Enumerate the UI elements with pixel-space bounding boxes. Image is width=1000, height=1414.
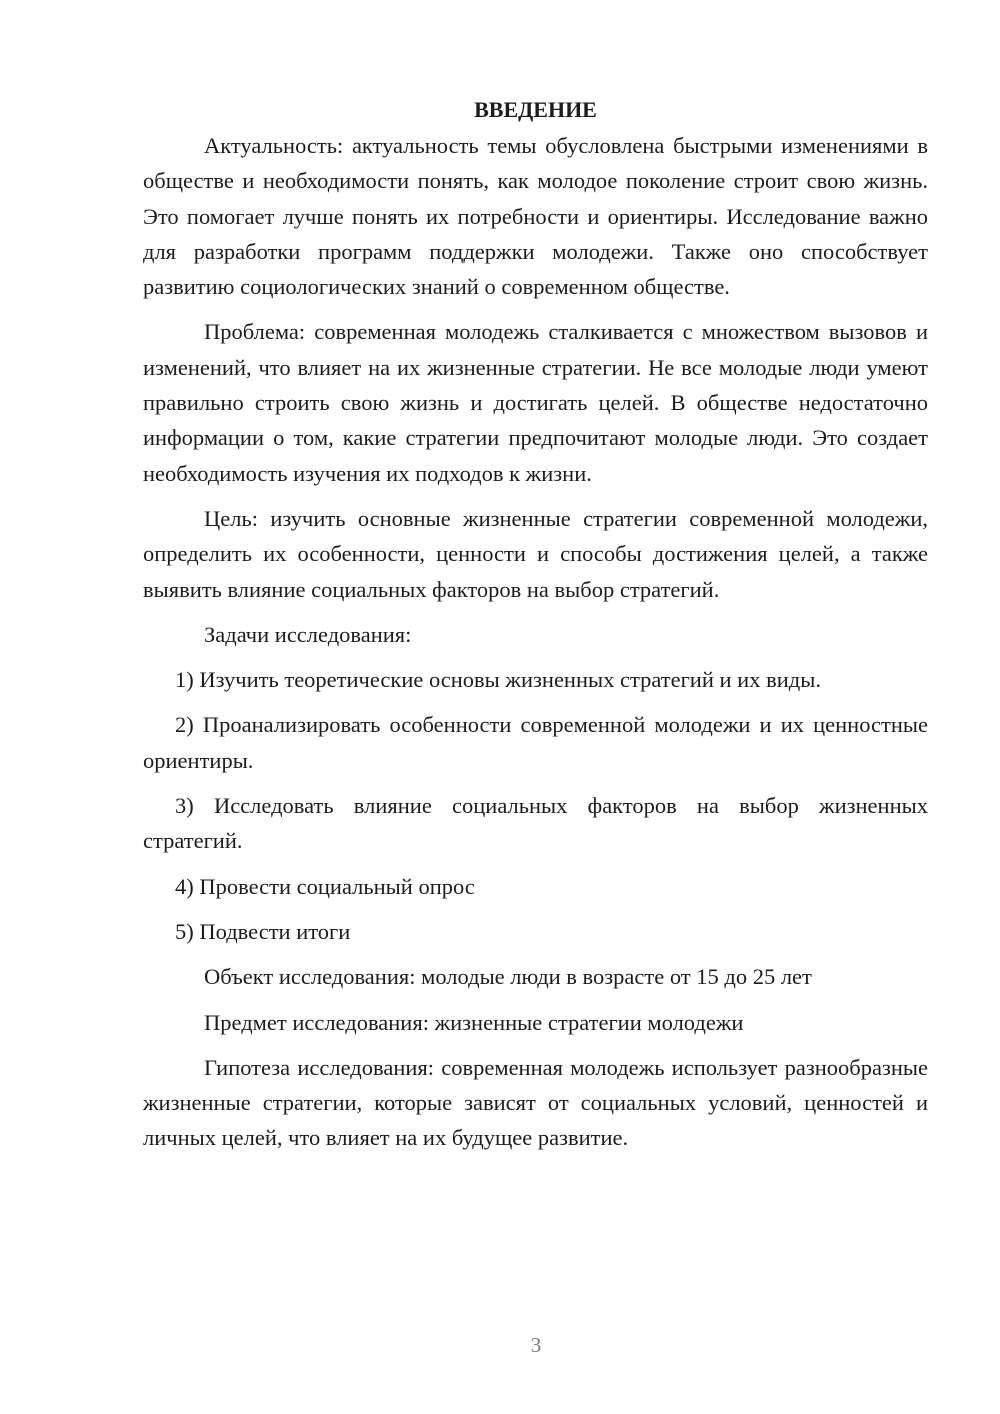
task-item-2: 2) Проанализировать особенности современной молодежи и их ценностные ориентиры. (143, 712, 928, 773)
task-item-1: 1) Изучить теоретические основы жизненных стратегий и их виды. (175, 667, 821, 693)
research-object: Объект исследования: молодые люди в возрасте от 15 до 25 лет (204, 964, 812, 990)
paragraph-problem: Проблема: современная молодежь сталкивается с множеством вызовов и изменений, что влияет на их жизненные стратегии. Не все молодые люди умеют правильно строить свою жизнь и достигать целей. В обществе недостаточно информации о том, какие стратегии предпочитают молодые люди. Это создает необходимость изучения их подходов к жизни. (143, 319, 928, 486)
tasks-title: Задачи исследования: (204, 621, 412, 647)
page-title: ВВЕДЕНИЕ (474, 97, 597, 122)
paragraph-relevance: Актуальность: актуальность темы обусловлена быстрыми изменениями в обществе и необходимости понять, как молодое поколение строит свою жизнь. Это помогает лучше понять их потребности и ориентиры. Исследование важно для разработки программ поддержки молодежи. Также оно способствует развитию социологических знаний о современном обществе. (143, 133, 928, 300)
task-item-4: 4) Провести социальный опрос (175, 873, 475, 899)
research-subject: Предмет исследования: жизненные стратегии молодежи (204, 1009, 744, 1035)
paragraph-hypothesis: Гипотеза исследования: современная молодежь использует разнообразные жизненные стратегии, которые зависят от социальных условий, ценностей и личных целей, что влияет на их будущее развитие. (143, 1054, 928, 1151)
page-number: 3 (530, 1333, 542, 1357)
paragraph-goal: Цель: изучить основные жизненные стратегии современной молодежи, определить их особенности, ценности и способы достижения целей, а также выявить влияние социальных факторов на выбор стратегий. (143, 505, 928, 602)
task-item-5: 5) Подвести итоги (175, 918, 351, 944)
task-item-3: 3) Исследовать влияние социальных факторов на выбор жизненных стратегий. (143, 793, 928, 854)
document-page (143, 94, 928, 1166)
